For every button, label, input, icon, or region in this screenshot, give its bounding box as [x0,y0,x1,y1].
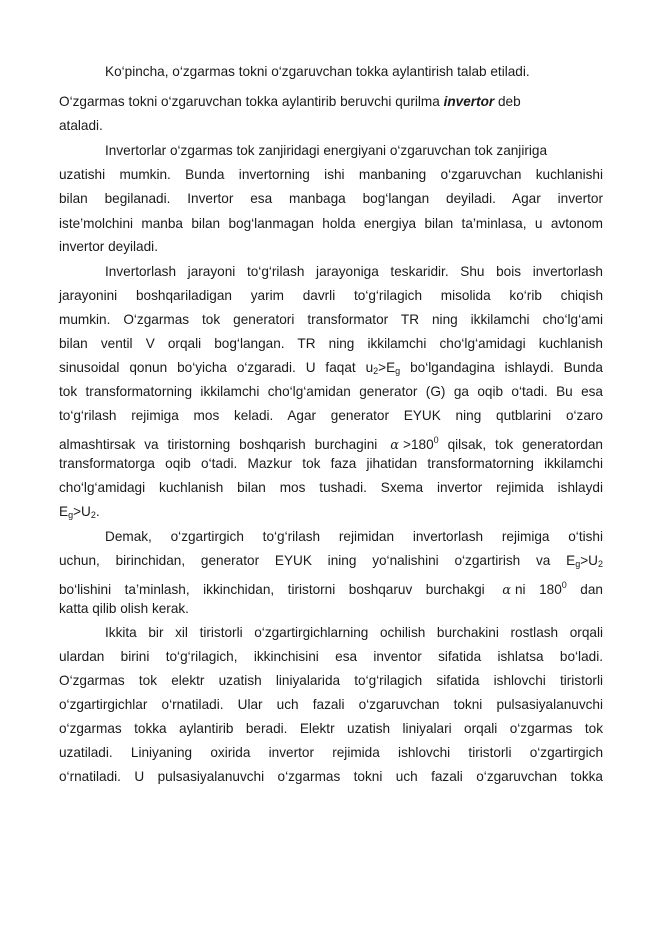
text-line: jarayonini boshqariladigan yarim davrli to‘g‘rilagich misolida ko‘rib chiqish [59,288,603,303]
text-line: o‘rnatiladi. U pulsasiyalanuvchi o‘zgarmas tokni uch fazali o‘zgaruvchan tokka [59,769,603,784]
text-line: tok transformatorning ikkilamchi cho‘lg‘amidan generator (G) ga oqib o‘tadi. Bu esa [59,384,603,399]
text-line: Invertorlash jarayoni to‘g‘rilash jarayoniga teskaridir. Shu bois invertorlash [105,264,603,279]
text-line: Invertorlar o‘zgarmas tok zanjiridagi energiyani o‘zgaruvchan tok zanjiriga [105,143,548,158]
text-line: Ikkita bir xil tiristorli o‘zgartirgichlarning ochilish burchakini rostlash orqali [105,625,603,640]
text-line: uchun, birinchidan, generator EYUK ining yo‘nalishini o‘zgartirish va $E_g>U_2$ [59,553,603,569]
text-line: katta qilib olish kerak. [59,601,189,616]
alpha-symbol: α [502,583,511,598]
text-line: Demak, o‘zgartirgich to‘g‘rilash rejimidan invertorlash rejimiga o‘tishi [105,529,603,544]
text-line: uzatishi mumkin. Bunda invertorning ishi manbaning o‘zgaruvchan kuchlanishi [59,167,603,182]
text-line: transformatorga oqib o‘tadi. Mazkur tok faza jihatidan transformatorning ikkilamchi [59,456,603,471]
text-line: O‘zgarmas tokni o‘zgaruvchan tokka aylantirib beruvchi qurilma invertor deb [59,94,521,109]
text-line: bilan begilanadi. Invertor esa manbaga bog‘langan deyiladi. Agar invertor [59,191,603,206]
text-line: iste’molchini manba bilan bog‘lanmagan holda energiya bilan ta’minlasa, u avtonom [59,216,603,231]
text-line: sinusoidal qonun bo‘yicha o‘zgaradi. U faqat $u_2>E_g$ bo‘lgandagina ishlaydi. Bunda [59,360,603,376]
text-line: $E_g>U_2$. [59,504,100,520]
text-line: o‘zgartirgichlar o‘rnatiladi. Ular uch fazali o‘zgaruvchan tokni pulsasiyalanuvchi [59,697,603,712]
term-invertor: invertor [443,94,495,109]
text-line: invertor deyiladi. [59,239,158,254]
text-line: bilan ventil V orqali bog‘langan. TR ning ikkilamchi cho‘lg‘amidagi kuchlanish [59,336,603,351]
text-line: o‘zgarmas tokka aylantirib beradi. Elektr uzatish liniyalari orqali o‘zgarmas tok [59,721,603,736]
text-line: O‘zgarmas tok elektr uzatish liniyalarida to‘g‘rilagich sifatida ishlovchi tiristorli [59,673,603,688]
alpha-symbol: α [390,438,400,453]
text-line: almashtirsak va tiristorning boshqarish burchagini $\alpha >180^0$ qilsak, tok generatordan [59,435,603,453]
text-line: ulardan birini to‘g‘rilagich, ikkinchisini esa inventor sifatida ishlatsa bo‘ladi. [59,649,603,664]
text-line: uzatiladi. Liniyaning oxirida invertor rejimida ishlovchi tiristorli o‘zgartirgich [59,745,603,760]
text-line: bo‘lishini ta’minlash, ikkinchidan, tiristorni boshqaruv burchakgi α ni $180^0$ dan [59,580,603,598]
text-line: mumkin. O‘zgarmas tok generatori transformator TR ning ikkilamchi cho‘lg‘ami [59,312,603,327]
text-line: Ko‘pincha, o‘zgarmas tokni o‘zgaruvchan tokka aylantirish talab etiladi. [105,64,530,79]
text-line: cho‘lg‘amidagi kuchlanish bilan mos tushadi. Sxema invertor rejimida ishlaydi [59,480,603,495]
text-line: ataladi. [59,118,103,133]
text-line: to‘g‘rilash rejimiga mos keladi. Agar generator EYUK ning qutblarini o‘zaro [59,408,603,423]
